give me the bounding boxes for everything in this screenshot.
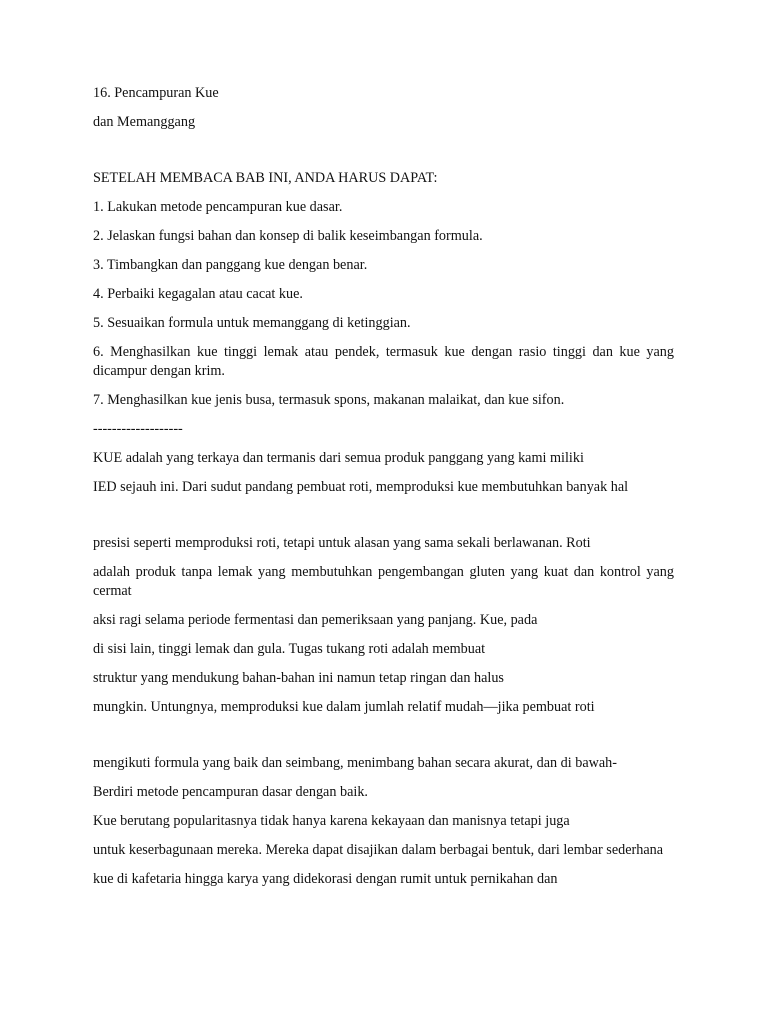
body-paragraph: Kue berutang popularitasnya tidak hanya karena kekayaan dan manisnya tetapi juga — [93, 813, 570, 829]
body-paragraph: adalah produk tanpa lemak yang membutuhkan pengembangan gluten yang kuat dan kontrol yang cermat — [93, 564, 674, 599]
objective-item: 1. Lakukan metode pencampuran kue dasar. — [93, 199, 343, 215]
body-paragraph: KUE adalah yang terkaya dan termanis dari semua produk panggang yang kami miliki — [93, 450, 584, 466]
body-paragraph: aksi ragi selama periode fermentasi dan pemeriksaan yang panjang. Kue, pada — [93, 612, 538, 628]
body-paragraph: IED sejauh ini. Dari sudut pandang pembuat roti, memproduksi kue membutuhkan banyak hal — [93, 479, 629, 495]
document-page — [93, 84, 674, 899]
objective-item: 3. Timbangkan dan panggang kue dengan benar. — [93, 257, 368, 273]
objective-item: 2. Jelaskan fungsi bahan dan konsep di balik keseimbangan formula. — [93, 228, 483, 244]
body-paragraph: untuk keserbagunaan mereka. Mereka dapat disajikan dalam berbagai bentuk, dari lembar sederhana — [93, 842, 664, 858]
body-paragraph: mengikuti formula yang baik dan seimbang, menimbang bahan secara akurat, dan di bawah- — [93, 755, 617, 771]
spacer — [93, 727, 674, 754]
objective-item: 7. Menghasilkan kue jenis busa, termasuk spons, makanan malaikat, dan kue sifon. — [93, 392, 565, 408]
body-paragraph: presisi seperti memproduksi roti, tetapi untuk alasan yang sama sekali berlawanan. Roti — [93, 535, 591, 551]
spacer — [93, 507, 674, 534]
body-paragraph: struktur yang mendukung bahan-bahan ini namun tetap ringan dan halus — [93, 670, 504, 686]
chapter-subtitle: dan Memanggang — [93, 114, 196, 130]
spacer — [93, 142, 674, 169]
body-paragraph: di sisi lain, tinggi lemak dan gula. Tugas tukang roti adalah membuat — [93, 641, 486, 657]
objective-item: 5. Sesuaikan formula untuk memanggang di ketinggian. — [93, 315, 411, 331]
body-paragraph: Berdiri metode pencampuran dasar dengan baik. — [93, 784, 368, 800]
objective-item: 4. Perbaiki kegagalan atau cacat kue. — [93, 286, 303, 302]
divider-line: ------------------- — [93, 421, 183, 437]
body-paragraph: kue di kafetaria hingga karya yang didekorasi dengan rumit untuk pernikahan dan — [93, 871, 558, 887]
objectives-heading: SETELAH MEMBACA BAB INI, ANDA HARUS DAPAT: — [93, 170, 438, 186]
body-paragraph: mungkin. Untungnya, memproduksi kue dalam jumlah relatif mudah—jika pembuat roti — [93, 699, 595, 715]
chapter-title: 16. Pencampuran Kue — [93, 85, 219, 101]
objective-item: 6. Menghasilkan kue tinggi lemak atau pendek, termasuk kue dengan rasio tinggi dan kue yang dicampur dengan krim. — [93, 344, 674, 379]
